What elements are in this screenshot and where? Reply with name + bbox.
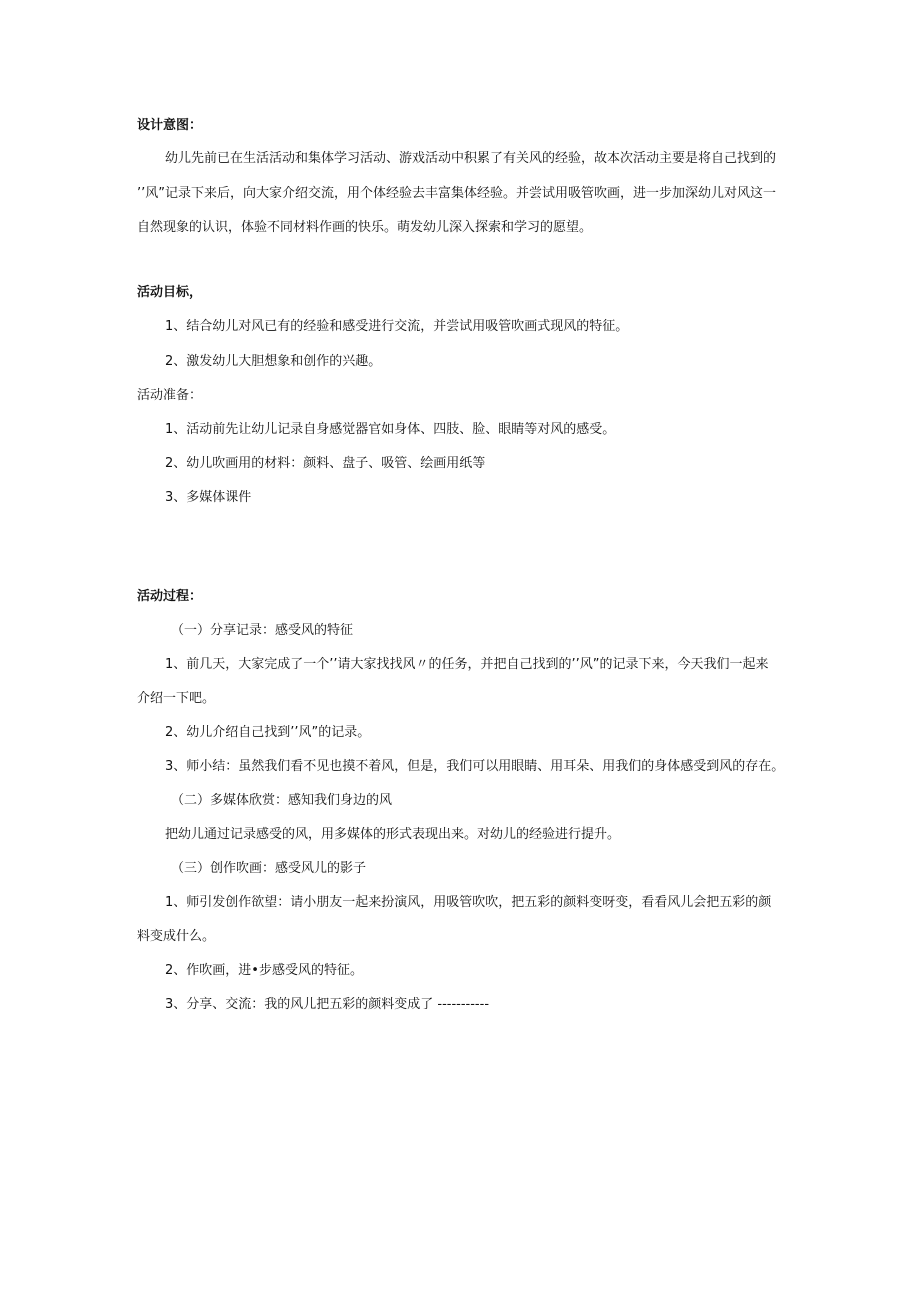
process-section-3-item-2: 2、作吹画，进•步感受风的特征。 [165, 963, 363, 978]
process-section-3-title: （三）创作吹画：感受风儿的影子 [171, 861, 367, 876]
process-section-3-item-1-line-2: 料变成什么。 [137, 929, 216, 944]
process-section-2-text: 把幼儿通过记录感受的风，用多媒体的形式表现出来。对幼儿的经验进行提升。 [165, 827, 621, 842]
prep-item-3: 3、多媒体课件 [165, 490, 252, 505]
process-section-1-item-1-line-1: 1、前几天，大家完成了一个’’请大家找找风〃的任务，并把自己找到的’’风”的记录下来，今天我们一起来 [165, 657, 769, 672]
goals-heading: 活动目标， [137, 285, 203, 300]
process-section-3-item-1-line-1: 1、师引发创作欲望：请小朋友一起来扮演风，用吸管吹吹，把五彩的颜料变呀变，看看风儿会把五彩的颜 [165, 895, 772, 910]
prep-item-1: 1、活动前先让幼儿记录自身感觉器官如身体、四肢、脸、眼睛等对风的感受。 [165, 422, 616, 437]
goals-item-1: 1、结合幼儿对风已有的经验和感受进行交流，并尝试用吸管吹画式现风的特征。 [165, 319, 629, 334]
prep-item-2: 2、幼儿吹画用的材料：颜料、盘子、吸管、绘画用纸等 [165, 456, 486, 471]
process-section-1-item-1-line-2: 介绍一下吧。 [137, 691, 216, 706]
process-section-3-item-3: 3、分享、交流：我的风儿把五彩的颜料变成了 ----------- [165, 997, 490, 1012]
process-heading: 活动过程： [137, 589, 203, 604]
process-section-1-item-3: 3、师小结：虽然我们看不见也摸不着风，但是，我们可以用眼睛、用耳朵、用我们的身体感受到风的存在。 [165, 759, 785, 774]
design-heading: 设计意图： [137, 118, 203, 133]
process-section-1-item-2: 2、幼儿介绍自己找到’’风”的记录。 [165, 725, 371, 740]
prep-heading: 活动准备： [137, 388, 203, 403]
process-section-1-title: （一）分享记录：感受风的特征 [171, 623, 354, 638]
goals-item-2: 2、激发幼儿大胆想象和创作的兴趣。 [165, 354, 382, 369]
design-paragraph-line-3: 自然现象的认识，体验不同材料作画的快乐。萌发幼儿深入探索和学习的愿望。 [137, 220, 593, 235]
process-section-2-title: （二）多媒体欣赏：感知我们身边的风 [171, 793, 393, 808]
design-paragraph-line-2: ’’风”记录下来后，向大家介绍交流，用个体经验去丰富集体经验。并尝试用吸管吹画，进一步加深幼儿对风这一 [137, 186, 777, 201]
design-paragraph-line-1: 幼儿先前已在生活活动和集体学习活动、游戏活动中积累了有关风的经验，故本次活动主要是将自己找到的 [165, 151, 777, 166]
